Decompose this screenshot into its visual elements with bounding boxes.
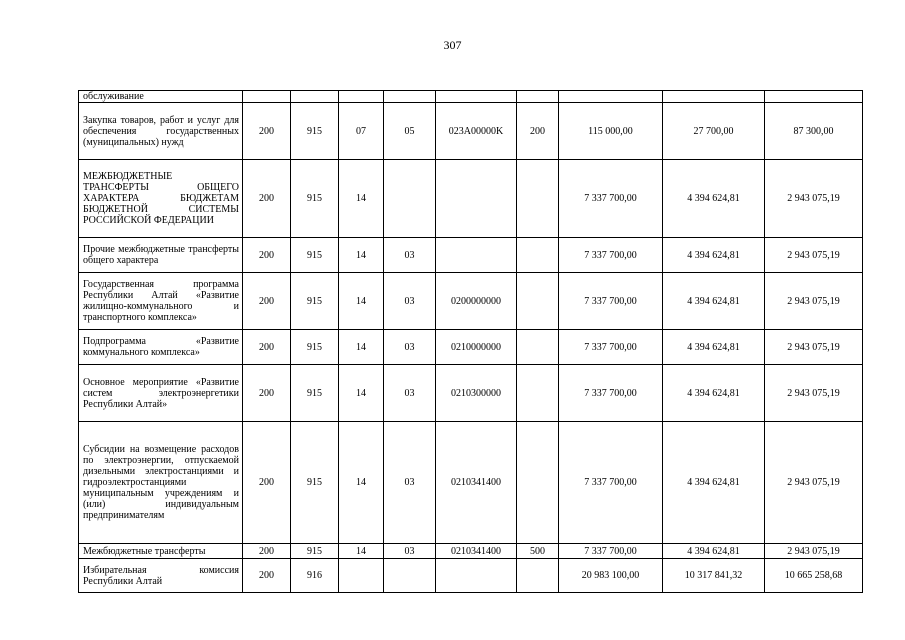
row-code-cell: [243, 91, 291, 103]
table-row: [79, 365, 863, 422]
row-section-cell: 14: [339, 238, 384, 273]
row-target-article-cell: 0210300000: [436, 365, 517, 422]
row-target-article-cell: 0210000000: [436, 330, 517, 365]
row-expense-type-cell: 500: [517, 544, 559, 559]
row-section-cell: 07: [339, 103, 384, 160]
row-amount-cell: 2 943 075,19: [765, 330, 863, 365]
row-section-cell: 14: [339, 330, 384, 365]
row-department-cell: 915: [291, 238, 339, 273]
budget-table: [78, 90, 863, 593]
row-amount-cell: 4 394 624,81: [663, 365, 765, 422]
row-section-cell: [339, 91, 384, 103]
row-section-cell: 14: [339, 422, 384, 544]
row-target-article-cell: [436, 559, 517, 593]
row-code-cell: 200: [243, 160, 291, 238]
row-target-article-cell: [436, 160, 517, 238]
row-name-cell: Государственная программа Республики Алтай «Развитие жилищно-коммунального и транспортного комплекса»: [79, 273, 243, 330]
row-amount-cell: [559, 91, 663, 103]
row-department-cell: [291, 91, 339, 103]
row-subsection-cell: [384, 160, 436, 238]
row-code-cell: 200: [243, 559, 291, 593]
row-name-cell: Основное мероприятие «Развитие систем электроэнергетики Республики Алтай»: [79, 365, 243, 422]
table-row: [79, 422, 863, 544]
page-number: 307: [443, 38, 462, 52]
row-amount-cell: [663, 91, 765, 103]
row-code-cell: 200: [243, 273, 291, 330]
row-expense-type-cell: [517, 160, 559, 238]
row-expense-type-cell: [517, 330, 559, 365]
row-amount-cell: 20 983 100,00: [559, 559, 663, 593]
row-department-cell: 915: [291, 422, 339, 544]
row-code-cell: 200: [243, 330, 291, 365]
row-subsection-cell: 03: [384, 422, 436, 544]
row-amount-cell: 2 943 075,19: [765, 365, 863, 422]
row-code-cell: 200: [243, 365, 291, 422]
row-name-cell: обслуживание: [79, 91, 243, 103]
row-subsection-cell: [384, 91, 436, 103]
row-expense-type-cell: [517, 273, 559, 330]
row-name-cell: Межбюджетные трансферты: [79, 544, 243, 559]
row-amount-cell: 7 337 700,00: [559, 160, 663, 238]
row-subsection-cell: 03: [384, 544, 436, 559]
row-name-cell: Закупка товаров, работ и услуг для обеспечения государственных (муниципальных) нужд: [79, 103, 243, 160]
row-target-article-cell: [436, 91, 517, 103]
row-name-cell: Избирательная комиссия Республики Алтай: [79, 559, 243, 593]
row-amount-cell: 4 394 624,81: [663, 422, 765, 544]
row-department-cell: 915: [291, 160, 339, 238]
row-subsection-cell: [384, 559, 436, 593]
row-name-cell: МЕЖБЮДЖЕТНЫЕ ТРАНСФЕРТЫ ОБЩЕГО ХАРАКТЕРА БЮДЖЕТАМ БЮДЖЕТНОЙ СИСТЕМЫ РОССИЙСКОЙ ФЕДЕРАЦИИ: [79, 160, 243, 238]
row-amount-cell: 7 337 700,00: [559, 544, 663, 559]
row-code-cell: 200: [243, 422, 291, 544]
row-subsection-cell: 03: [384, 365, 436, 422]
row-target-article-cell: 0210341400: [436, 544, 517, 559]
row-target-article-cell: 0210341400: [436, 422, 517, 544]
row-amount-cell: 2 943 075,19: [765, 422, 863, 544]
row-amount-cell: 115 000,00: [559, 103, 663, 160]
table-row: [79, 103, 863, 160]
row-department-cell: 915: [291, 544, 339, 559]
row-name-cell: Прочие межбюджетные трансферты общего характера: [79, 238, 243, 273]
row-amount-cell: 7 337 700,00: [559, 422, 663, 544]
table-row: [79, 273, 863, 330]
row-expense-type-cell: [517, 91, 559, 103]
row-amount-cell: 27 700,00: [663, 103, 765, 160]
row-amount-cell: [765, 91, 863, 103]
row-section-cell: 14: [339, 273, 384, 330]
row-amount-cell: 4 394 624,81: [663, 273, 765, 330]
row-amount-cell: 10 665 258,68: [765, 559, 863, 593]
row-section-cell: 14: [339, 160, 384, 238]
row-section-cell: 14: [339, 544, 384, 559]
table-row: [79, 91, 863, 103]
row-section-cell: 14: [339, 365, 384, 422]
row-subsection-cell: 05: [384, 103, 436, 160]
row-expense-type-cell: [517, 422, 559, 544]
row-department-cell: 915: [291, 365, 339, 422]
row-amount-cell: 2 943 075,19: [765, 238, 863, 273]
row-expense-type-cell: [517, 238, 559, 273]
table-row: [79, 544, 863, 559]
row-amount-cell: 7 337 700,00: [559, 330, 663, 365]
row-amount-cell: 7 337 700,00: [559, 365, 663, 422]
table-body: [79, 91, 863, 593]
row-code-cell: 200: [243, 103, 291, 160]
row-expense-type-cell: [517, 559, 559, 593]
table-row: [79, 559, 863, 593]
table-row: [79, 238, 863, 273]
row-amount-cell: 4 394 624,81: [663, 544, 765, 559]
table-row: [79, 330, 863, 365]
row-amount-cell: 4 394 624,81: [663, 238, 765, 273]
row-amount-cell: 7 337 700,00: [559, 238, 663, 273]
row-amount-cell: 7 337 700,00: [559, 273, 663, 330]
row-amount-cell: 2 943 075,19: [765, 160, 863, 238]
row-subsection-cell: 03: [384, 238, 436, 273]
row-name-cell: Субсидии на возмещение расходов по электроэнергии, отпускаемой дизельными электростанциями и гидроэлектростанциями муниципальным учреждениям и (или) индивидуальным предпринимателям: [79, 422, 243, 544]
row-department-cell: 915: [291, 330, 339, 365]
row-target-article-cell: 023A00000K: [436, 103, 517, 160]
row-amount-cell: 2 943 075,19: [765, 273, 863, 330]
row-target-article-cell: [436, 238, 517, 273]
row-department-cell: 915: [291, 103, 339, 160]
row-name-cell: Подпрограмма «Развитие коммунального комплекса»: [79, 330, 243, 365]
table-row: [79, 160, 863, 238]
row-expense-type-cell: [517, 365, 559, 422]
row-code-cell: 200: [243, 238, 291, 273]
row-code-cell: 200: [243, 544, 291, 559]
row-department-cell: 916: [291, 559, 339, 593]
row-amount-cell: 87 300,00: [765, 103, 863, 160]
row-amount-cell: 4 394 624,81: [663, 330, 765, 365]
row-subsection-cell: 03: [384, 330, 436, 365]
row-amount-cell: 2 943 075,19: [765, 544, 863, 559]
row-section-cell: [339, 559, 384, 593]
row-department-cell: 915: [291, 273, 339, 330]
row-target-article-cell: 0200000000: [436, 273, 517, 330]
row-amount-cell: 10 317 841,32: [663, 559, 765, 593]
row-subsection-cell: 03: [384, 273, 436, 330]
row-amount-cell: 4 394 624,81: [663, 160, 765, 238]
row-expense-type-cell: 200: [517, 103, 559, 160]
